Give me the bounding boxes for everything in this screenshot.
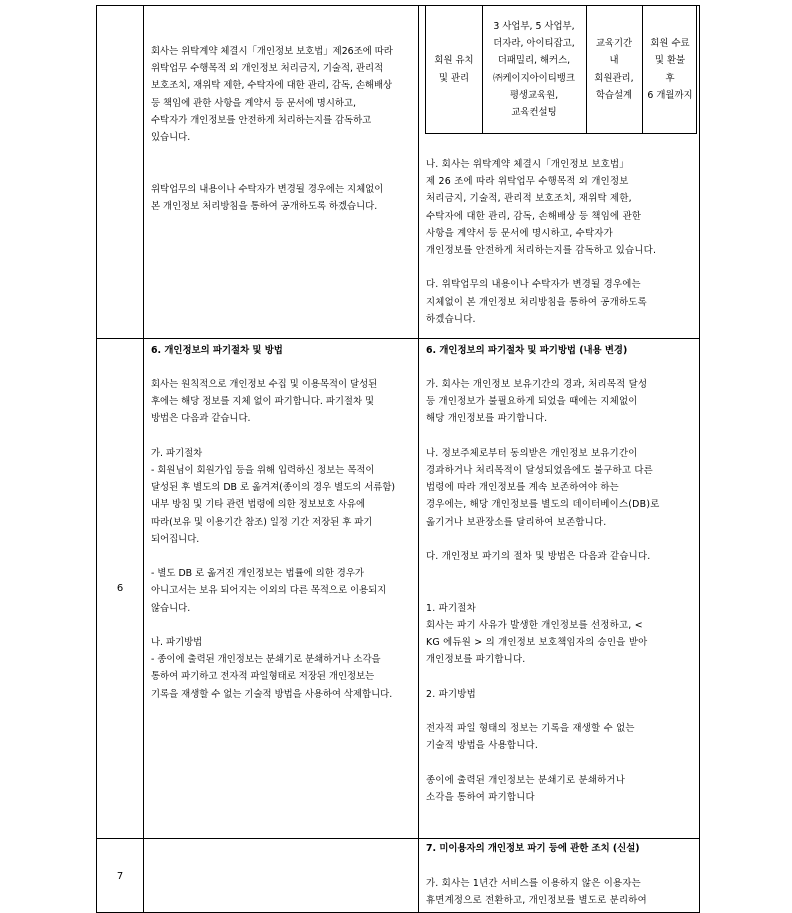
section6-after-title: 6. 개인정보의 파기절차 및 파기방법 (내용 변경) bbox=[426, 345, 628, 356]
top-before-text: 회사는 위탁계약 체결시「개인정보 보호법」제26조에 따라 위탁업무 수행목적 외 개인정보 처리금지, 기술적, 관리적 보호조치, 재위탁 제한, 수탁자에 대한 관리, 감독, 손해배상 등 책임에 관한 사항을 계약서 등 문서에 명시하고, 수탁자가 개인정보를 안전하게 처리하는지를 감독하고 있습니다. 위탁업무의 내용이나 수탁자가 변경될 경우에는 지체없이 본 개인정보 처리방침을 통하여 공개하도록 하겠습니다. bbox=[151, 46, 393, 212]
consignment-period-cell bbox=[642, 6, 698, 133]
row-divider bbox=[97, 338, 699, 339]
column-divider bbox=[418, 6, 419, 912]
section6-before-body: 회사는 원칙적으로 개인정보 수집 및 이용목적이 달성된 후에는 해당 정보를 지체 없이 파기합니다. 파기절차 및 방법은 다음과 같습니다. 가. 파기절차 - 회원님이 회원가입 등을 위해 입력하신 정보는 목적이 달성된 후 별도의 DB 로 옮겨져(종이의 경우 별도의 서류함) 내부 방침 및 기타 관련 법령에 의한 정보보호 사유에 따라(보유 및 이용기간 참조) 일정 기간 저장된 후 파기 되어집니다. - 별도 DB 로 옮겨진 개인정보는 법률에 의한 경우가 아니고서는 보유 되어지는 이외의 다른 목적으로 이용되지 않습니다. 나. 파기방법 - 종이에 출력된 개인정보는 분쇄기로 분쇄하거나 소각을 통하여 파기하고 전자적 파일형태로 저장된 개인정보는 기록을 재생할 수 없는 기술적 방법을 사용하여 삭제합니다. bbox=[151, 379, 396, 700]
consignment-companies: 3 사업부, 5 사업부, 더자라, 아이티잡고, 더패밀리, 해커스, ㈜케이지아이티뱅크 평생교육원, 교육컨설팅 bbox=[493, 20, 575, 118]
consignment-period: 회원 수료 및 환불 후 6 개월까지 bbox=[647, 38, 693, 101]
section7-after-title: 7. 미이용자의 개인정보 파기 등에 관한 조치 (신설) bbox=[426, 843, 640, 854]
top-after-text: 나. 회사는 위탁계약 체결시「개인정보 보호법」 제 26 조에 따라 위탁업무 수행목적 외 개인정보 처리금지, 기술적, 관리적 보호조치, 재위탁 제한, 수탁자에 대한 관리, 감독, 손해배상 등 책임에 관한 사항을 계약서 등 문서에 명시하고, 수탁자가 개인정보를 안전하게 처리하는지를 감독하고 있습니다. 다. 위탁업무의 내용이나 수탁자가 변경될 경우에는 지체없이 본 개인정보 처리방침을 통하여 공개하도록 하겠습니다. bbox=[426, 159, 657, 325]
consignment-companies-cell bbox=[482, 6, 586, 133]
consignment-items: 교육기간 내 회원관리, 학습설계 bbox=[594, 38, 634, 101]
row-divider bbox=[97, 838, 699, 839]
comparison-table bbox=[96, 5, 700, 913]
row-number: 6 bbox=[116, 583, 124, 594]
consignment-task-cell bbox=[426, 6, 482, 133]
consignment-items-cell bbox=[586, 6, 642, 133]
row-number: 7 bbox=[116, 871, 124, 882]
consignment-task: 회원 유치 및 관리 bbox=[434, 55, 474, 84]
section6-before-title: 6. 개인정보의 파기절차 및 방법 bbox=[151, 345, 283, 356]
consignment-table bbox=[425, 6, 697, 134]
section6-after-body: 가. 회사는 개인정보 보유기간의 경과, 처리목적 달성 등 개인정보가 불필요하게 되었을 때에는 지체없이 해당 개인정보를 파기합니다. 나. 정보주체로부터 동의받은 개인정보 보유기간이 경과하거나 처리목적이 달성되었음에도 불구하고 다른 법령에 따라 개인정보를 계속 보존하여야 하는 경우에는, 해당 개인정보를 별도의 데이터베이스(DB)로 옮기거나 보관장소를 달리하여 보존합니다. 다. 개인정보 파기의 절차 및 방법은 다음과 같습니다. 1. 파기절차 회사는 파기 사유가 발생한 개인정보를 선정하고, < KG 에듀원 > 의 개인정보 보호책임자의 승인을 받아 개인정보를 파기합니다. 2. 파기방법 전자적 파일 형태의 정보는 기록을 재생할 수 없는 기술적 방법을 사용합니다. 종이에 출력된 개인정보는 분쇄기로 분쇄하거나 소각을 통하여 파기합니다 bbox=[426, 379, 660, 803]
column-divider bbox=[143, 6, 144, 912]
section7-after-body: 가. 회사는 1년간 서비스를 이용하지 않은 이용자는 휴면계정으로 전환하고, 개인정보를 별도로 분리하여 bbox=[426, 878, 647, 907]
